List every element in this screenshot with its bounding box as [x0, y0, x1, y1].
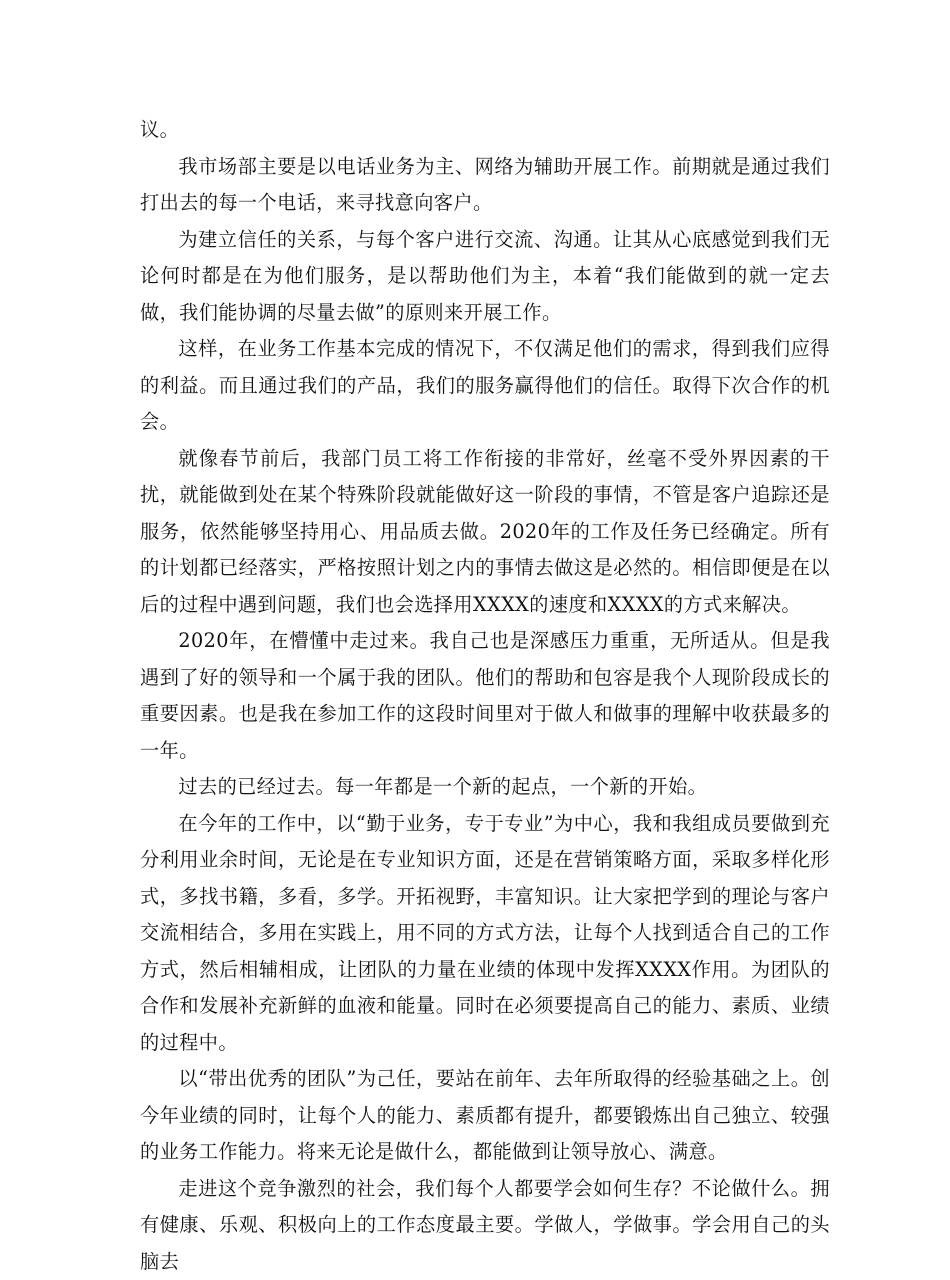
paragraph-2020-review: 2020年，在懵懂中走过来。我自己也是深感压力重重，无所适从。但是我遇到了好的领导和一个属于我的团队。他们的帮助和包容是我个人现阶段成长的重要因素。也是我在参加工作的这段时间里对于做人和做事的理解中收获最多的一年。	[140, 623, 830, 769]
paragraph-spring-festival: 就像春节前后，我部门员工将工作衔接的非常好，丝毫不受外界因素的干扰，就能做到处在某个特殊阶段就能做好这一阶段的事情，不管是客户追踪还是服务，依然能够坚持用心、用品质去做。2020年的工作及任务已经确定。所有的计划都已经落实，严格按照计划之内的事情去做这是必然的。相信即便是在以后的过程中遇到问题，我们也会选择用XXXX的速度和XXXX的方式来解决。	[140, 441, 830, 624]
paragraph-new-start: 过去的已经过去。每一年都是一个新的起点，一个新的开始。	[140, 769, 830, 806]
paragraph-trust: 为建立信任的关系，与每个客户进行交流、沟通。让其从心底感觉到我们无论何时都是在为他们服务，是以帮助他们为主，本着“我们能做到的就一定去做，我们能协调的尽量去做”的原则来开展工作。	[140, 222, 830, 332]
paragraph-work-plan: 在今年的工作中，以“勤于业务，专于专业”为中心，我和我组成员要做到充分利用业余时间，无论是在专业知识方面，还是在营销策略方面，采取多样化形式，多找书籍，多看，多学。开拓视野，丰富知识。让大家把学到的理论与客户交流相结合，多用在实践上，用不同的方式方法，让每个人找到适合自己的工作方式，然后相辅相成，让团队的力量在业绩的体现中发挥XXXX作用。为团队的合作和发展补充新鲜的血液和能量。同时在必须要提高自己的能力、素质、业绩的过程中。	[140, 806, 830, 1062]
paragraph-competition: 走进这个竞争激烈的社会，我们每个人都要学会如何生存？不论做什么。拥有健康、乐观、积极向上的工作态度最主要。学做人，学做事。学会用自己的头脑去	[140, 1171, 830, 1280]
paragraph-marketing-dept: 我市场部主要是以电话业务为主、网络为辅助开展工作。前期就是通过我们打出去的每一个电话，来寻找意向客户。	[140, 149, 830, 222]
document-page	[140, 112, 830, 1280]
paragraph-team-goal: 以“带出优秀的团队”为己任，要站在前年、去年所取得的经验基础之上。创今年业绩的同时，让每个人的能力、素质都有提升，都要锻炼出自己独立、较强的业务工作能力。将来无论是做什么，都能做到让领导放心、满意。	[140, 1061, 830, 1171]
paragraph-business-results: 这样，在业务工作基本完成的情况下，不仅满足他们的需求，得到我们应得的利益。而且通过我们的产品，我们的服务赢得他们的信任。取得下次合作的机会。	[140, 331, 830, 441]
paragraph-continuation: 议。	[140, 112, 830, 149]
